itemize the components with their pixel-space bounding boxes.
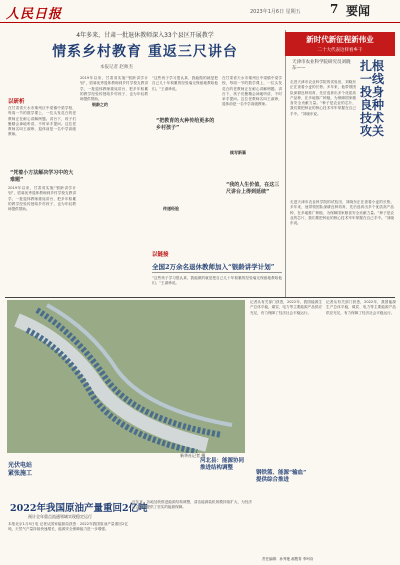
side-kicker: 天津市农业科学院研究员刘晓东—— bbox=[292, 60, 351, 71]
series-banner-title: 新时代新征程新伟业 bbox=[306, 35, 374, 44]
page-section: 要闻 bbox=[346, 4, 371, 18]
oil-headline: 2022年我国原油产量重回2亿吨 bbox=[10, 503, 148, 514]
energy-body-col1: 记者从有关部门获悉，2022年，我国能源生产总体平稳，煤炭、电力等主要能源产品供应充足，有力保障了经济社会平稳运行。 bbox=[250, 300, 322, 315]
lead-headline: 情系乡村教育 重返三尺讲台 bbox=[52, 44, 238, 60]
lead-quote-a: “凭着小方法解决学习中的大难题” bbox=[10, 170, 74, 183]
solar-panels-graphic bbox=[7, 300, 245, 453]
series-banner bbox=[285, 32, 395, 56]
lead-byline: 本报记者 赵帅杰 bbox=[100, 65, 133, 70]
lead-body-col1b: 2019年以来，甘肃省实施“银龄讲学计划”，招募优秀退休教师到乡村学校支教讲学，一批退休教师重返讲台，把多年积累的教学经验传授给乡村孩子，也为年轻教师提供帮助。 bbox=[8, 186, 76, 212]
lead-quote-c: “我的人生价值，在这三尺讲台上得到延续” bbox=[226, 182, 280, 195]
page-number: 7 bbox=[330, 2, 339, 16]
lead-quote-b: “把教育的火种传给更多的乡村孩子” bbox=[156, 118, 215, 131]
oil-subheadline: 预计全年重点流通领域实现稳定运行 bbox=[28, 514, 92, 519]
subhead-1: 银龄之约 bbox=[92, 102, 108, 107]
subhead-3: 续写新篇 bbox=[230, 150, 246, 155]
section-divider bbox=[5, 297, 395, 298]
side-body-col2: 走进天津市农业科学院的试验田，刘晓东正在查看小麦的长势。多年来，他带领团队深耕良种培育，先后选育出多个优质高产品种，在多地推广种植，为保障国家粮食安全贡献力量。“种子是农业的芯片，我们要把种业的核心技术牢牢掌握在自己手中。”刘晓东说。 bbox=[290, 200, 394, 226]
newspaper-logo: 人民日报 bbox=[6, 7, 63, 22]
series-banner-subtitle: 二十大代表这样看乡干 bbox=[317, 48, 363, 53]
lead-body-col4: 在甘肃省天水市秦州区中梁镇中梁学校，每周一节的数学课上，一位头发花白的老教师正在耐心讲解例题。讲台下，孩子们聚精会神地听讲，不时举手提问。这位老教师名叫王淑珍，退休前是一名中学高级教师。 bbox=[222, 76, 282, 107]
side-body-col1: 走进天津市农业科学院的试验田，刘晓东正在查看小麦的长势。多年来，他带领团队深耕良种培育，先后选育出多个优质高产品种，在多地推广种植，为保障国家粮食安全贡献力量。“种子是农业的芯片，我们要把种业的核心技术牢牢掌握在自己手中。”刘晓东说。 bbox=[290, 80, 356, 116]
lead-body-col2: 2019年以来，甘肃省实施“银龄讲学计划”，招募优秀退休教师到乡村学校支教讲学，一批退休教师重返讲台，把多年积累的教学经验传授给乡村孩子，也为年轻教师提供帮助。 bbox=[80, 76, 148, 102]
issue-date: 2023年1月6日 星期五 bbox=[250, 9, 301, 15]
divider bbox=[152, 272, 282, 273]
news-brief-headline: 全国2万余名退休教师加入“银龄讲学计划” bbox=[152, 263, 275, 271]
coordination-subhead: 河北县：能源协同 推进结构调整 bbox=[200, 458, 245, 471]
news-brief-body: “这些孩子学习很认真，我能做的就是把自己几十年积累的经验毫无保留地教给他们。”王淑珍说。 bbox=[152, 276, 282, 286]
coordination-body: 近年来，各地加快推进能源结构调整，清洁能源装机规模持续扩大，为经济社会发展提供了坚实的能源保障。 bbox=[132, 500, 252, 510]
photo-caption: 光伏电站 紧张施工 bbox=[8, 462, 33, 477]
editor-footer: 责任编辑：孙秀艳 郝骏青 李珂诗 bbox=[262, 557, 314, 561]
energy-body-col2: 记者从有关部门获悉，2022年，我国能源生产总体平稳，煤炭、电力等主要能源产品供应充足，有力保障了经济社会平稳运行。 bbox=[326, 300, 396, 315]
subhead-2: 传递经验 bbox=[163, 206, 179, 211]
solar-plant-photo bbox=[7, 300, 245, 453]
side-headline: 扎根一线 投身良种技术攻关 bbox=[360, 59, 385, 138]
energy-subhead: 钢铁篮、能源“输血” 提供综合推进 bbox=[256, 470, 307, 483]
news-brief-label: 以链接 bbox=[152, 252, 169, 258]
lead-body-col1: 在甘肃省天水市秦州区中梁镇中梁学校，每周一节的数学课上，一位头发花白的老教师正在耐心讲解例题。讲台下，孩子们聚精会神地听讲，不时举手提问。这位老教师名叫王淑珍，退休前是一名中学高级教师。 bbox=[8, 106, 76, 137]
column-rule bbox=[285, 30, 286, 298]
lead-kicker: 4年多来，甘肃一批退休教师深入33个县区开展教学 bbox=[76, 32, 214, 39]
lead-label: 以研析 bbox=[8, 99, 25, 105]
photo-credit: 新华社记者 摄 bbox=[180, 453, 206, 458]
oil-body: 本报北京1月5日电 记者从国家能源局获悉：2022年我国原油产量重回2亿吨，天然气产量持续快速增长，能源安全保障能力进一步增强。 bbox=[8, 522, 128, 532]
lead-body-col3: “这些孩子学习很认真，我能做的就是把自己几十年积累的经验毫无保留地教给他们。”王淑珍说。 bbox=[152, 76, 218, 91]
